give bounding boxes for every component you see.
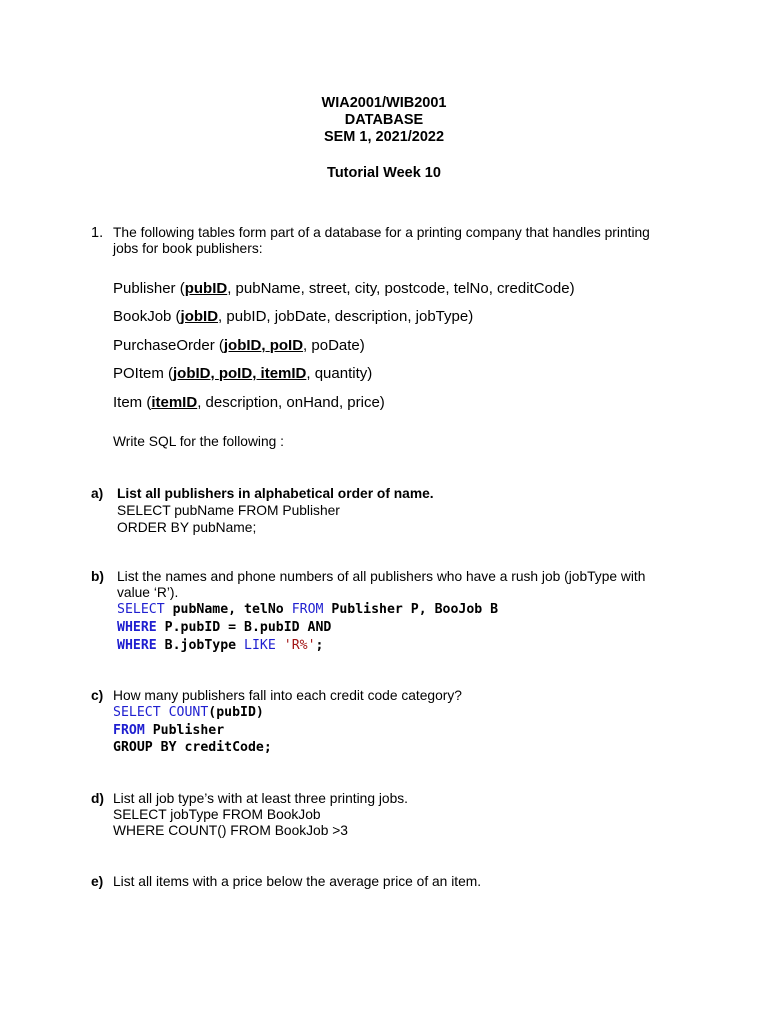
- part-b-code-line-3: [117, 637, 323, 654]
- tutorial-title: Tutorial Week 10: [327, 165, 441, 181]
- part-b-code-line-1: [117, 601, 498, 618]
- document-header: [0, 95, 768, 182]
- part-a-answer-line-2: ORDER BY pubName;: [117, 520, 257, 535]
- schema-key: jobID: [223, 337, 262, 354]
- part-a-answer-line-1: SELECT pubName FROM Publisher: [117, 503, 340, 518]
- sql-text: GROUP BY creditCode;: [113, 740, 272, 755]
- sql-text: Publisher P, BooJob B: [323, 602, 499, 617]
- part-b-code-line-2: [117, 619, 331, 636]
- schema-key: itemID: [260, 365, 307, 382]
- schema-table-name: Item (: [113, 394, 152, 411]
- part-letter-a: a): [91, 486, 104, 501]
- sql-keyword: COUNT: [160, 705, 209, 720]
- sql-keyword: FROM: [113, 723, 145, 738]
- sql-text: ;: [315, 638, 324, 653]
- part-letter-d: d): [91, 791, 105, 806]
- part-c-code-line-3: [113, 739, 272, 756]
- schema-key: poID: [269, 337, 304, 354]
- schema-table-name: POItem (: [113, 365, 174, 382]
- part-d-answer-line-2: WHERE COUNT() FROM BookJob >3: [113, 823, 348, 838]
- sql-keyword: LIKE: [244, 638, 276, 653]
- schema-purchaseorder: PurchaseOrder (jobID, poID, poDate): [113, 337, 365, 354]
- schema-table-name: PurchaseOrder (: [113, 337, 224, 354]
- sql-keyword: WHERE: [117, 620, 157, 635]
- schema-attributes: , quantity): [306, 365, 373, 382]
- part-c-code-line-2: [113, 722, 224, 739]
- sql-string: 'R%': [275, 638, 316, 653]
- sql-keyword: SELECT: [113, 705, 161, 720]
- semester-label: SEM 1, 2021/2022: [323, 129, 445, 145]
- part-letter-e: e): [91, 874, 104, 889]
- schema-key: jobID: [173, 365, 211, 382]
- schema-publisher: [113, 280, 575, 298]
- part-e-question: List all items with a price below the average price of an item.: [113, 874, 482, 889]
- part-d-answer-line-1: SELECT jobType FROM BookJob: [113, 807, 321, 822]
- sql-keyword: WHERE: [117, 638, 157, 653]
- instruction-text: Write SQL for the following :: [113, 434, 284, 449]
- schema-key: jobID: [180, 308, 219, 325]
- schema-bookjob: [113, 308, 473, 326]
- schema-attributes: , pubName, street, city, postcode, telNo, creditCode): [227, 280, 575, 297]
- schema-attributes: , poDate): [303, 337, 365, 354]
- course-code: WIA2001/WIB2001: [321, 95, 447, 111]
- part-a-question: List all publishers in alphabetical order of name.: [117, 486, 434, 501]
- sql-text: B.jobType: [156, 638, 245, 653]
- sql-text: (pubID): [208, 705, 264, 720]
- part-letter-b: b): [91, 569, 105, 584]
- question-intro: The following tables form part of a database for a printing company that handles printing jobs for book publishers:: [113, 225, 650, 256]
- part-letter-c: c): [91, 688, 104, 703]
- schema-key: pubID: [184, 280, 228, 297]
- part-d-question: List all job type’s with at least three printing jobs.: [113, 791, 409, 806]
- subject-title: DATABASE: [344, 112, 424, 128]
- sql-keyword: SELECT: [117, 602, 165, 617]
- schema-key: poID: [218, 365, 253, 382]
- sql-keyword: FROM: [291, 602, 324, 617]
- question-number: 1.: [91, 225, 104, 241]
- schema-poitem: POItem (jobID, poID, itemID, quantity): [113, 365, 373, 382]
- part-c-code-line-1: [113, 704, 264, 721]
- part-c-question: How many publishers fall into each credit code category?: [113, 688, 462, 703]
- schema-attributes: , description, onHand, price): [197, 394, 385, 411]
- schema-table-name: BookJob (: [113, 308, 181, 325]
- schema-item: [113, 394, 385, 412]
- schema-key: itemID: [151, 394, 198, 411]
- sql-text: Publisher: [144, 723, 225, 738]
- schema-attributes: , pubID, jobDate, description, jobType): [218, 308, 474, 325]
- sql-text: pubName, telNo: [164, 602, 292, 617]
- part-b-question: List the names and phone numbers of all publishers who have a rush job (jobType with value ‘R’).: [117, 569, 646, 600]
- sql-text: P.pubID = B.pubID AND: [156, 620, 332, 635]
- schema-table-name: Publisher (: [113, 280, 185, 297]
